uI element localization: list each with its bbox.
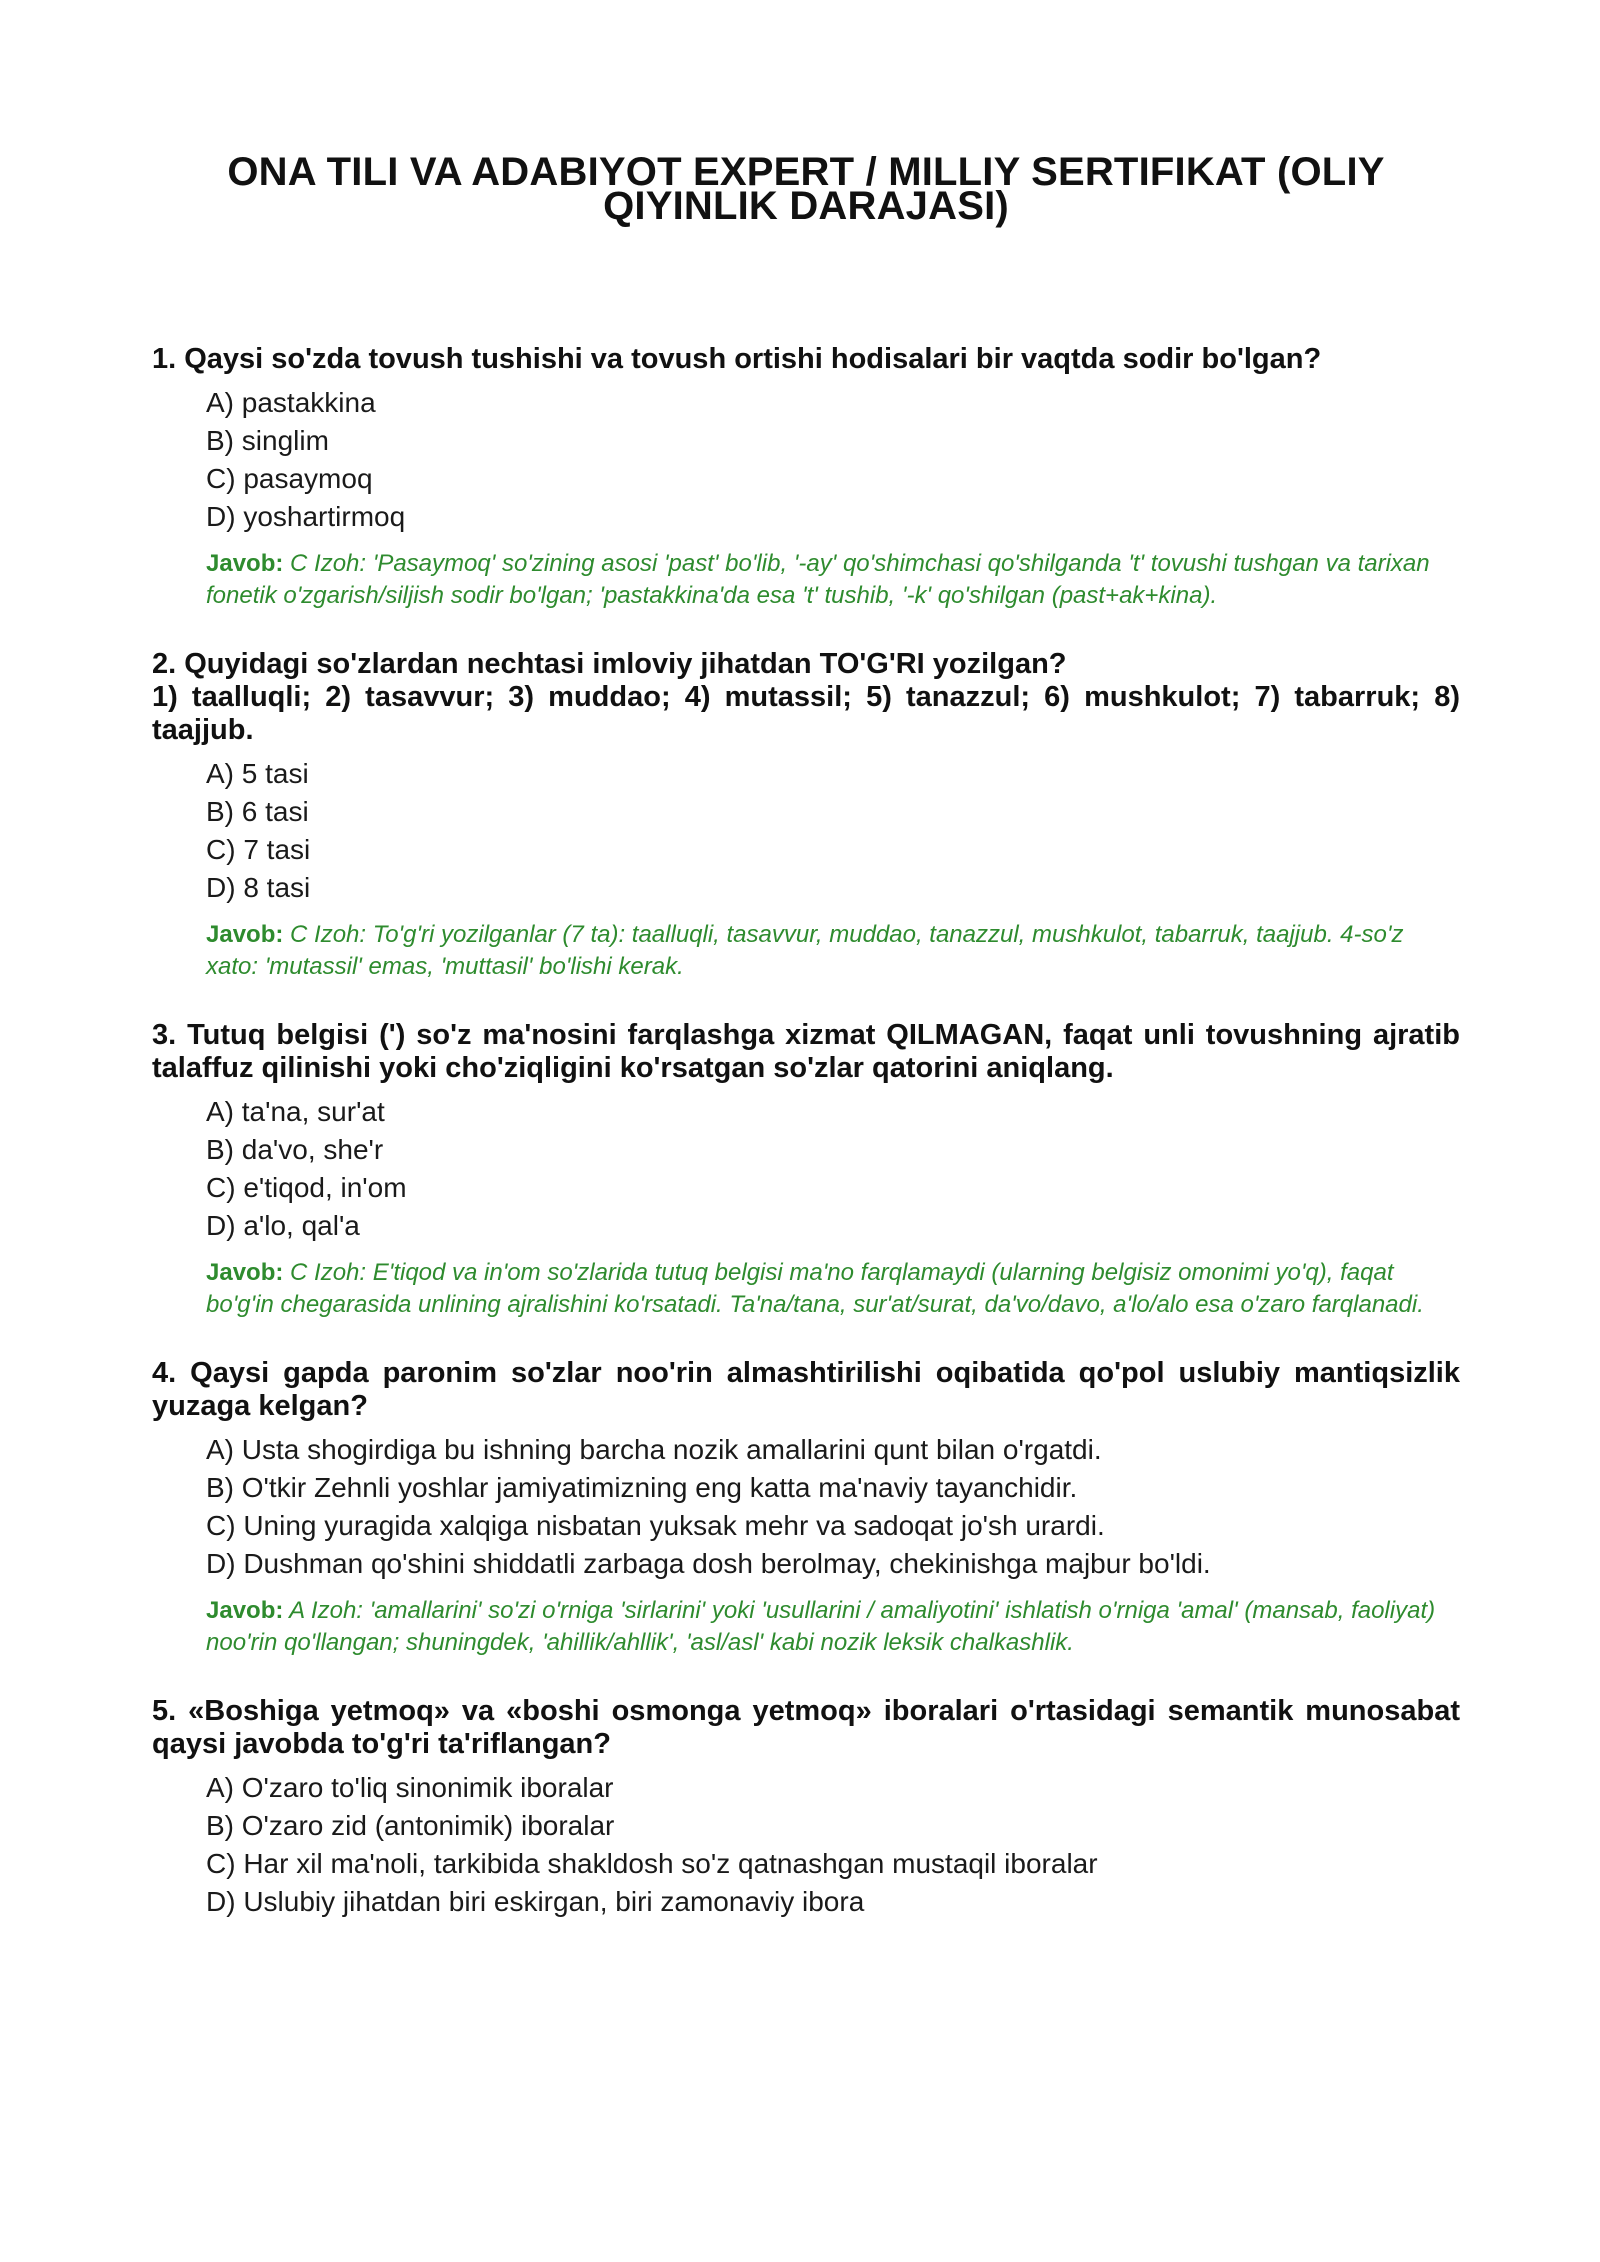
question-2 [152, 648, 1460, 983]
option-d: D) Uslubiy jihatdan biri eskirgan, biri zamonaviy ibora [206, 1886, 865, 1917]
option-list [152, 1769, 1460, 1921]
question-text-line: 4. Qaysi gapda paronim so'zlar noo'rin almashtirilishi oqibatida qo'pol uslubiy mantiqsizlik yuzaga kelgan? [152, 1357, 1460, 1422]
option-b: B) O'tkir Zehnli yoshlar jamiyatimizning eng katta ma'naviy tayanchidir. [206, 1472, 1078, 1503]
question-text [152, 343, 1460, 376]
question-text [152, 648, 1460, 747]
question-text-line: 2. Quyidagi so'zlardan nechtasi imloviy jihatdan TO'G'RI yozilgan? [152, 648, 1067, 680]
question-5 [152, 1695, 1460, 1921]
option-a: A) pastakkina [206, 387, 376, 418]
question-3 [152, 1019, 1460, 1321]
question-text [152, 1019, 1460, 1085]
question-text-line: 3. Tutuq belgisi (') so'z ma'nosini farqlashga xizmat QILMAGAN, faqat unli tovushning ajratib talaffuz qilinishi yoki cho'ziqligini ko'rsatgan so'zlar qatorini aniqlang. [152, 1019, 1460, 1084]
option-list [152, 755, 1460, 907]
question-1 [152, 343, 1460, 612]
option-list [152, 384, 1460, 536]
option-d: D) Dushman qo'shini shiddatli zarbaga dosh berolmay, chekinishga majbur bo'ldi. [206, 1548, 1211, 1579]
option-b: B) 6 tasi [206, 796, 309, 827]
option-c: C) e'tiqod, in'om [206, 1172, 407, 1203]
answer-text: A Izoh: 'amallarini' so'zi o'rniga 'sirlarini' yoki 'usullarini / amaliyotini' ishlatish o'rniga 'amal' (mansab, faoliyat) noo'rin qo'llangan; shuningdek, 'ahillik/ahllik', 'asl/asl' kabi nozik leksik chalkashlik. [206, 1597, 1436, 1656]
question-text [152, 1695, 1460, 1761]
option-c: C) Uning yuragida xalqiga nisbatan yuksak mehr va sadoqat jo'sh urardi. [206, 1510, 1105, 1541]
option-d: D) 8 tasi [206, 872, 311, 903]
answer-label: Javob: [206, 550, 284, 577]
option-c: C) 7 tasi [206, 834, 311, 865]
option-a: A) ta'na, sur'at [206, 1096, 385, 1127]
question-text [152, 1357, 1460, 1423]
option-c: C) pasaymoq [206, 463, 373, 494]
option-list [152, 1431, 1460, 1583]
option-b: B) singlim [206, 425, 329, 456]
answer-text: C Izoh: 'Pasaymoq' so'zining asosi 'past' bo'lib, '-ay' qo'shimchasi qo'shilganda 't' tovushi tushgan va tarixan fonetik o'zgarish/siljish sodir bo'lgan; 'pastakkina'da esa 't' tushib, '-k' qo'shilgan (past+ak+kina). [206, 550, 1430, 609]
question-text-line: 1. Qaysi so'zda tovush tushishi va tovush ortishi hodisalari bir vaqtda sodir bo'lgan? [152, 343, 1322, 375]
option-d: D) a'lo, qal'a [206, 1210, 360, 1241]
option-b: B) O'zaro zid (antonimik) iboralar [206, 1810, 615, 1841]
answer-label: Javob: [206, 1259, 284, 1286]
question-list [152, 343, 1460, 1921]
document-page [152, 0, 1460, 1957]
option-list [152, 1093, 1460, 1245]
answer-explanation [206, 1257, 1460, 1321]
answer-explanation [206, 1595, 1460, 1659]
answer-label: Javob: [206, 921, 284, 948]
document-title: ONA TILI VA ADABIYOT EXPERT / MILLIY SERTIFIKAT (OLIY QIYINLIK DARAJASI) [227, 150, 1385, 228]
option-a: A) O'zaro to'liq sinonimik iboralar [206, 1772, 614, 1803]
answer-text: C Izoh: To'g'ri yozilganlar (7 ta): taalluqli, tasavvur, muddao, tanazzul, mushkulot, tabarruk, taajjub. 4-so'z xato: 'mutassil' emas, 'muttasil' bo'lishi kerak. [206, 921, 1404, 980]
answer-text: C Izoh: E'tiqod va in'om so'zlarida tutuq belgisi ma'no farqlamaydi (ularning belgisiz omonimi yo'q), faqat bo'g'in chegarasida unlining ajralishini ko'rsatadi. Ta'na/tana, sur'at/surat, da'vo/davo, a'lo/alo esa o'zaro farqlanadi. [206, 1259, 1424, 1318]
option-c: C) Har xil ma'noli, tarkibida shakldosh so'z qatnashgan mustaqil iboralar [206, 1848, 1098, 1879]
option-b: B) da'vo, she'r [206, 1134, 384, 1165]
option-d: D) yoshartirmoq [206, 501, 406, 532]
answer-explanation [206, 919, 1460, 983]
option-a: A) Usta shogirdiga bu ishning barcha nozik amallarini qunt bilan o'rgatdi. [206, 1434, 1102, 1465]
option-a: A) 5 tasi [206, 758, 309, 789]
answer-label: Javob: [206, 1597, 284, 1624]
question-word-list: 1) taalluqli; 2) tasavvur; 3) muddao; 4) mutassil; 5) tanazzul; 6) mushkulot; 7) tabarruk; 8) taajjub. [152, 681, 1460, 746]
answer-explanation [206, 548, 1460, 612]
question-text-line: 5. «Boshiga yetmoq» va «boshi osmonga yetmoq» iboralari o'rtasidagi semantik munosabat qaysi javobda to'g'ri ta'riflangan? [152, 1695, 1460, 1760]
question-4 [152, 1357, 1460, 1659]
